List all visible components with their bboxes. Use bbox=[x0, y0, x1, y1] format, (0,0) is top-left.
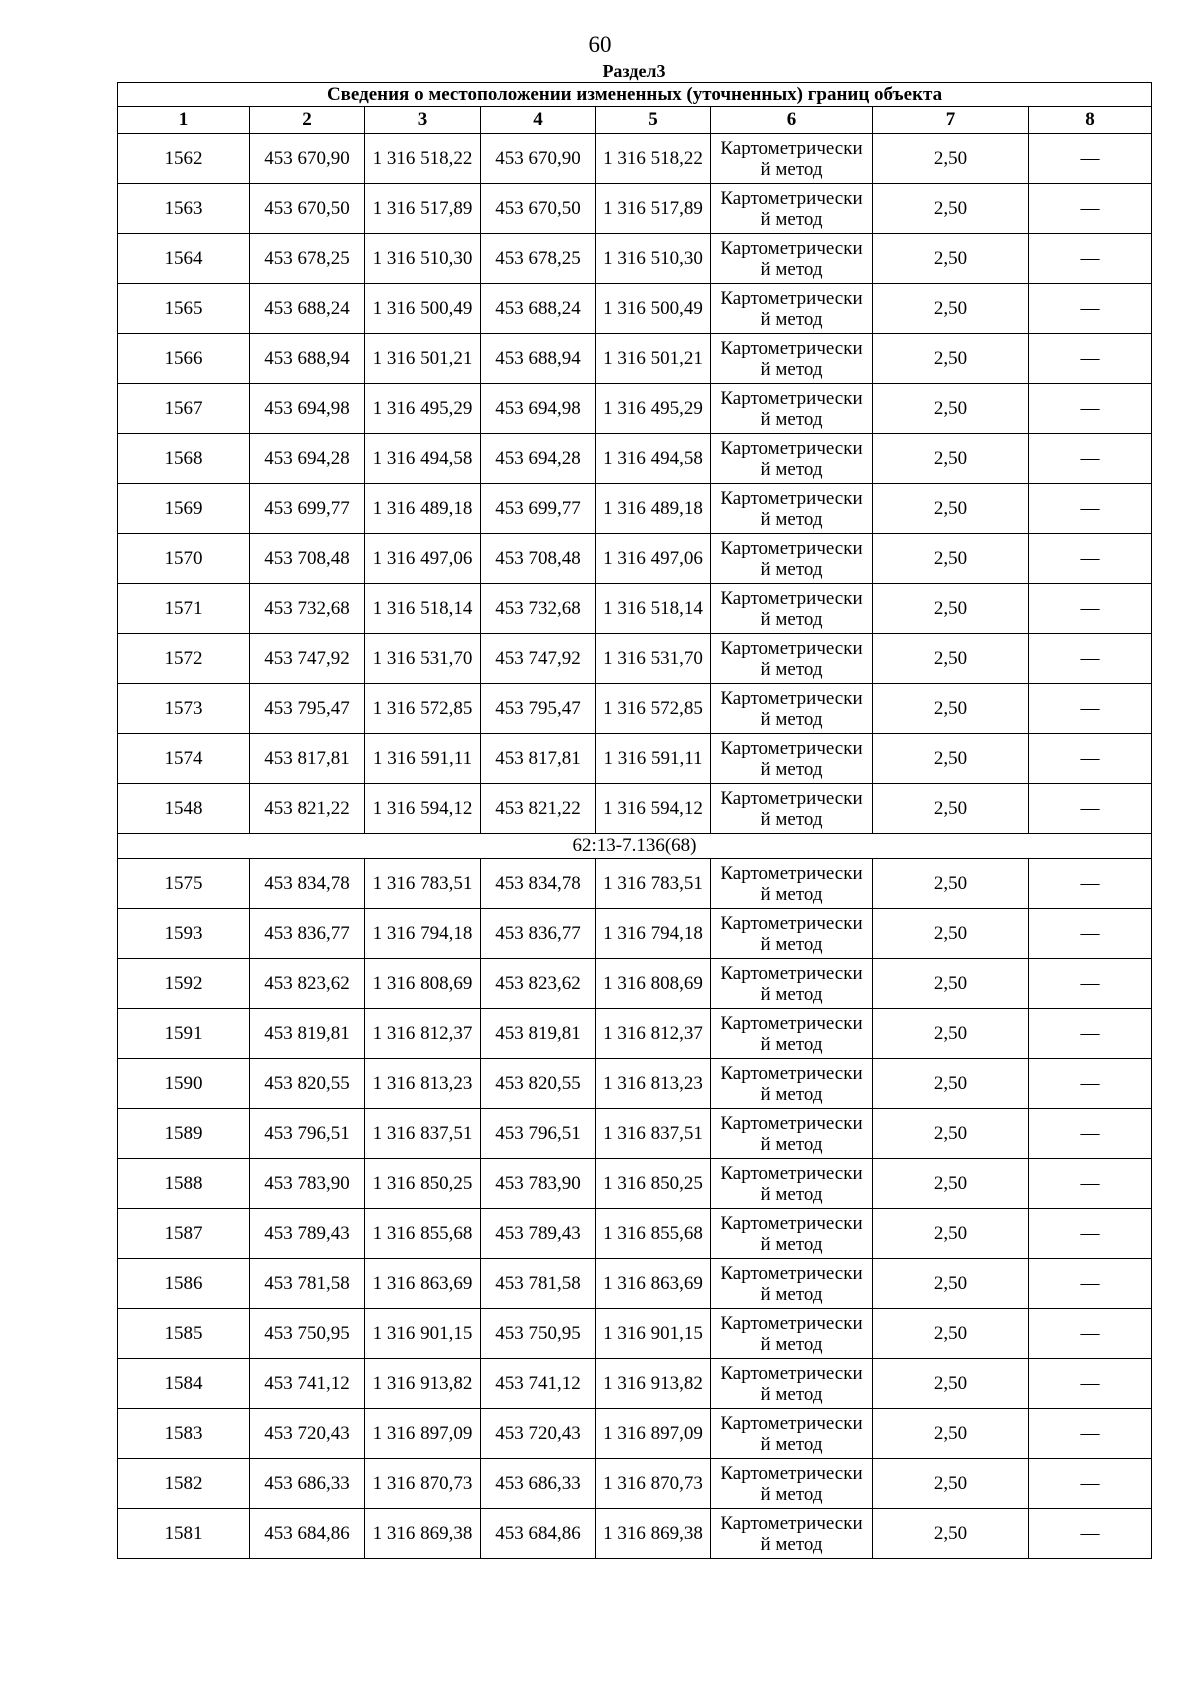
y-coordinate-cell: 1 316 863,69 bbox=[365, 1259, 481, 1309]
accuracy-cell: 2,50 bbox=[873, 184, 1029, 234]
table-row bbox=[118, 1459, 1152, 1509]
y-coordinate-cell: 1 316 794,18 bbox=[365, 909, 481, 959]
method-text: Картометрический метод bbox=[720, 487, 863, 530]
x-coordinate-new-cell: 453 684,86 bbox=[481, 1509, 596, 1559]
y-coordinate-new-cell: 1 316 808,69 bbox=[596, 959, 711, 1009]
method-text: Картометрический метод bbox=[720, 187, 863, 230]
column-8-cell: — bbox=[1029, 684, 1152, 734]
y-coordinate-new-cell: 1 316 510,30 bbox=[596, 234, 711, 284]
accuracy-cell: 2,50 bbox=[873, 1309, 1029, 1359]
y-coordinate-cell: 1 316 510,30 bbox=[365, 234, 481, 284]
table-row bbox=[118, 1209, 1152, 1259]
x-coordinate-new-cell: 453 732,68 bbox=[481, 584, 596, 634]
method-cell bbox=[711, 909, 873, 959]
column-number-2: 2 bbox=[250, 107, 365, 134]
y-coordinate-new-cell: 1 316 837,51 bbox=[596, 1109, 711, 1159]
table-title-row bbox=[118, 83, 1152, 107]
y-coordinate-new-cell: 1 316 495,29 bbox=[596, 384, 711, 434]
x-coordinate-new-cell: 453 834,78 bbox=[481, 859, 596, 909]
y-coordinate-cell: 1 316 594,12 bbox=[365, 784, 481, 834]
x-coordinate-new-cell: 453 747,92 bbox=[481, 634, 596, 684]
column-8-cell: — bbox=[1029, 334, 1152, 384]
table-row bbox=[118, 184, 1152, 234]
method-cell bbox=[711, 1359, 873, 1409]
accuracy-cell: 2,50 bbox=[873, 909, 1029, 959]
method-cell bbox=[711, 1059, 873, 1109]
x-coordinate-cell: 453 670,50 bbox=[250, 184, 365, 234]
accuracy-cell: 2,50 bbox=[873, 384, 1029, 434]
point-number-cell: 1548 bbox=[118, 784, 250, 834]
table-row bbox=[118, 1109, 1152, 1159]
x-coordinate-cell: 453 836,77 bbox=[250, 909, 365, 959]
method-cell bbox=[711, 334, 873, 384]
y-coordinate-cell: 1 316 494,58 bbox=[365, 434, 481, 484]
boundary-coordinates-table bbox=[117, 82, 1152, 1559]
y-coordinate-new-cell: 1 316 594,12 bbox=[596, 784, 711, 834]
method-text: Картометрический метод bbox=[720, 862, 863, 905]
method-text: Картометрический метод bbox=[720, 1312, 863, 1355]
y-coordinate-cell: 1 316 812,37 bbox=[365, 1009, 481, 1059]
x-coordinate-new-cell: 453 817,81 bbox=[481, 734, 596, 784]
method-cell bbox=[711, 534, 873, 584]
y-coordinate-new-cell: 1 316 855,68 bbox=[596, 1209, 711, 1259]
x-coordinate-cell: 453 820,55 bbox=[250, 1059, 365, 1109]
point-number-cell: 1569 bbox=[118, 484, 250, 534]
table-row bbox=[118, 1059, 1152, 1109]
y-coordinate-cell: 1 316 837,51 bbox=[365, 1109, 481, 1159]
table-row bbox=[118, 1309, 1152, 1359]
method-text: Картометрический метод bbox=[720, 1012, 863, 1055]
method-cell bbox=[711, 234, 873, 284]
x-coordinate-cell: 453 823,62 bbox=[250, 959, 365, 1009]
method-text: Картометрический метод bbox=[720, 1462, 863, 1505]
table-row bbox=[118, 1009, 1152, 1059]
table-row bbox=[118, 334, 1152, 384]
method-cell bbox=[711, 859, 873, 909]
column-8-cell: — bbox=[1029, 1009, 1152, 1059]
method-cell bbox=[711, 1109, 873, 1159]
x-coordinate-new-cell: 453 781,58 bbox=[481, 1259, 596, 1309]
x-coordinate-new-cell: 453 694,98 bbox=[481, 384, 596, 434]
accuracy-cell: 2,50 bbox=[873, 1509, 1029, 1559]
y-coordinate-new-cell: 1 316 869,38 bbox=[596, 1509, 711, 1559]
point-number-cell: 1588 bbox=[118, 1159, 250, 1209]
point-number-cell: 1584 bbox=[118, 1359, 250, 1409]
accuracy-cell: 2,50 bbox=[873, 284, 1029, 334]
table-row bbox=[118, 584, 1152, 634]
point-number-cell: 1586 bbox=[118, 1259, 250, 1309]
column-8-cell: — bbox=[1029, 1259, 1152, 1309]
y-coordinate-new-cell: 1 316 913,82 bbox=[596, 1359, 711, 1409]
x-coordinate-cell: 453 688,24 bbox=[250, 284, 365, 334]
point-number-cell: 1564 bbox=[118, 234, 250, 284]
method-cell bbox=[711, 134, 873, 184]
table-row bbox=[118, 134, 1152, 184]
x-coordinate-cell: 453 747,92 bbox=[250, 634, 365, 684]
accuracy-cell: 2,50 bbox=[873, 634, 1029, 684]
method-cell bbox=[711, 1509, 873, 1559]
method-cell bbox=[711, 684, 873, 734]
point-number-cell: 1581 bbox=[118, 1509, 250, 1559]
y-coordinate-new-cell: 1 316 783,51 bbox=[596, 859, 711, 909]
y-coordinate-new-cell: 1 316 489,18 bbox=[596, 484, 711, 534]
column-8-cell: — bbox=[1029, 1159, 1152, 1209]
y-coordinate-new-cell: 1 316 901,15 bbox=[596, 1309, 711, 1359]
column-8-cell: — bbox=[1029, 1209, 1152, 1259]
y-coordinate-cell: 1 316 489,18 bbox=[365, 484, 481, 534]
x-coordinate-new-cell: 453 670,50 bbox=[481, 184, 596, 234]
column-8-cell: — bbox=[1029, 1109, 1152, 1159]
method-cell bbox=[711, 284, 873, 334]
y-coordinate-new-cell: 1 316 572,85 bbox=[596, 684, 711, 734]
column-number-4: 4 bbox=[481, 107, 596, 134]
table-row bbox=[118, 734, 1152, 784]
x-coordinate-new-cell: 453 750,95 bbox=[481, 1309, 596, 1359]
column-8-cell: — bbox=[1029, 1309, 1152, 1359]
accuracy-cell: 2,50 bbox=[873, 1059, 1029, 1109]
accuracy-cell: 2,50 bbox=[873, 1109, 1029, 1159]
column-8-cell: — bbox=[1029, 1509, 1152, 1559]
table-row bbox=[118, 284, 1152, 334]
table-row bbox=[118, 684, 1152, 734]
point-number-cell: 1585 bbox=[118, 1309, 250, 1359]
column-8-cell: — bbox=[1029, 434, 1152, 484]
method-cell bbox=[711, 1209, 873, 1259]
column-8-cell: — bbox=[1029, 1359, 1152, 1409]
accuracy-cell: 2,50 bbox=[873, 534, 1029, 584]
method-cell bbox=[711, 1259, 873, 1309]
y-coordinate-new-cell: 1 316 517,89 bbox=[596, 184, 711, 234]
accuracy-cell: 2,50 bbox=[873, 334, 1029, 384]
method-cell bbox=[711, 1309, 873, 1359]
method-text: Картометрический метод bbox=[720, 637, 863, 680]
x-coordinate-cell: 453 694,28 bbox=[250, 434, 365, 484]
point-number-cell: 1590 bbox=[118, 1059, 250, 1109]
point-number-cell: 1570 bbox=[118, 534, 250, 584]
method-cell bbox=[711, 1009, 873, 1059]
column-number-7: 7 bbox=[873, 107, 1029, 134]
x-coordinate-new-cell: 453 699,77 bbox=[481, 484, 596, 534]
method-cell bbox=[711, 434, 873, 484]
table-row bbox=[118, 434, 1152, 484]
method-text: Картометрический метод bbox=[720, 237, 863, 280]
y-coordinate-cell: 1 316 808,69 bbox=[365, 959, 481, 1009]
y-coordinate-cell: 1 316 500,49 bbox=[365, 284, 481, 334]
method-text: Картометрический метод bbox=[720, 1162, 863, 1205]
parcel-group-label: 62:13-7.136(68) bbox=[118, 834, 1152, 859]
y-coordinate-new-cell: 1 316 501,21 bbox=[596, 334, 711, 384]
x-coordinate-new-cell: 453 694,28 bbox=[481, 434, 596, 484]
y-coordinate-cell: 1 316 869,38 bbox=[365, 1509, 481, 1559]
method-text: Картометрический метод bbox=[720, 1512, 863, 1555]
y-coordinate-cell: 1 316 495,29 bbox=[365, 384, 481, 434]
accuracy-cell: 2,50 bbox=[873, 1459, 1029, 1509]
x-coordinate-new-cell: 453 789,43 bbox=[481, 1209, 596, 1259]
x-coordinate-new-cell: 453 670,90 bbox=[481, 134, 596, 184]
x-coordinate-cell: 453 789,43 bbox=[250, 1209, 365, 1259]
method-cell bbox=[711, 1159, 873, 1209]
x-coordinate-cell: 453 821,22 bbox=[250, 784, 365, 834]
column-8-cell: — bbox=[1029, 284, 1152, 334]
y-coordinate-new-cell: 1 316 500,49 bbox=[596, 284, 711, 334]
table-row bbox=[118, 909, 1152, 959]
table-row bbox=[118, 959, 1152, 1009]
y-coordinate-new-cell: 1 316 863,69 bbox=[596, 1259, 711, 1309]
table-row bbox=[118, 534, 1152, 584]
method-cell bbox=[711, 959, 873, 1009]
method-text: Картометрический метод bbox=[720, 387, 863, 430]
accuracy-cell: 2,50 bbox=[873, 1359, 1029, 1409]
accuracy-cell: 2,50 bbox=[873, 959, 1029, 1009]
column-8-cell: — bbox=[1029, 1059, 1152, 1109]
method-cell bbox=[711, 784, 873, 834]
x-coordinate-cell: 453 819,81 bbox=[250, 1009, 365, 1059]
point-number-cell: 1573 bbox=[118, 684, 250, 734]
x-coordinate-new-cell: 453 688,94 bbox=[481, 334, 596, 384]
method-cell bbox=[711, 584, 873, 634]
parcel-group-row bbox=[118, 834, 1152, 859]
method-text: Картометрический метод bbox=[720, 1212, 863, 1255]
method-text: Картометрический метод bbox=[720, 287, 863, 330]
column-8-cell: — bbox=[1029, 784, 1152, 834]
point-number-cell: 1563 bbox=[118, 184, 250, 234]
y-coordinate-cell: 1 316 855,68 bbox=[365, 1209, 481, 1259]
table-row bbox=[118, 1359, 1152, 1409]
section-title: Раздел3 bbox=[602, 61, 666, 81]
x-coordinate-cell: 453 781,58 bbox=[250, 1259, 365, 1309]
column-8-cell: — bbox=[1029, 234, 1152, 284]
y-coordinate-cell: 1 316 913,82 bbox=[365, 1359, 481, 1409]
x-coordinate-new-cell: 453 708,48 bbox=[481, 534, 596, 584]
y-coordinate-cell: 1 316 501,21 bbox=[365, 334, 481, 384]
y-coordinate-cell: 1 316 518,14 bbox=[365, 584, 481, 634]
point-number-cell: 1572 bbox=[118, 634, 250, 684]
x-coordinate-new-cell: 453 686,33 bbox=[481, 1459, 596, 1509]
method-cell bbox=[711, 1459, 873, 1509]
table-row bbox=[118, 384, 1152, 434]
x-coordinate-new-cell: 453 783,90 bbox=[481, 1159, 596, 1209]
table-row bbox=[118, 859, 1152, 909]
y-coordinate-new-cell: 1 316 870,73 bbox=[596, 1459, 711, 1509]
method-text: Картометрический метод bbox=[720, 1112, 863, 1155]
point-number-cell: 1592 bbox=[118, 959, 250, 1009]
method-text: Картометрический метод bbox=[720, 1062, 863, 1105]
table-row bbox=[118, 1259, 1152, 1309]
accuracy-cell: 2,50 bbox=[873, 134, 1029, 184]
x-coordinate-cell: 453 694,98 bbox=[250, 384, 365, 434]
x-coordinate-new-cell: 453 741,12 bbox=[481, 1359, 596, 1409]
column-number-5: 5 bbox=[596, 107, 711, 134]
table-row bbox=[118, 1509, 1152, 1559]
y-coordinate-new-cell: 1 316 518,22 bbox=[596, 134, 711, 184]
x-coordinate-new-cell: 453 720,43 bbox=[481, 1409, 596, 1459]
point-number-cell: 1567 bbox=[118, 384, 250, 434]
y-coordinate-cell: 1 316 517,89 bbox=[365, 184, 481, 234]
accuracy-cell: 2,50 bbox=[873, 1409, 1029, 1459]
table-row bbox=[118, 234, 1152, 284]
x-coordinate-new-cell: 453 678,25 bbox=[481, 234, 596, 284]
table-row bbox=[118, 484, 1152, 534]
point-number-cell: 1593 bbox=[118, 909, 250, 959]
method-text: Картометрический метод bbox=[720, 437, 863, 480]
x-coordinate-cell: 453 688,94 bbox=[250, 334, 365, 384]
x-coordinate-cell: 453 817,81 bbox=[250, 734, 365, 784]
x-coordinate-cell: 453 796,51 bbox=[250, 1109, 365, 1159]
point-number-cell: 1574 bbox=[118, 734, 250, 784]
column-8-cell: — bbox=[1029, 734, 1152, 784]
column-8-cell: — bbox=[1029, 134, 1152, 184]
point-number-cell: 1565 bbox=[118, 284, 250, 334]
y-coordinate-new-cell: 1 316 518,14 bbox=[596, 584, 711, 634]
accuracy-cell: 2,50 bbox=[873, 434, 1029, 484]
x-coordinate-new-cell: 453 796,51 bbox=[481, 1109, 596, 1159]
method-text: Картометрический метод bbox=[720, 1412, 863, 1455]
x-coordinate-cell: 453 741,12 bbox=[250, 1359, 365, 1409]
x-coordinate-new-cell: 453 819,81 bbox=[481, 1009, 596, 1059]
x-coordinate-cell: 453 834,78 bbox=[250, 859, 365, 909]
y-coordinate-cell: 1 316 850,25 bbox=[365, 1159, 481, 1209]
column-number-3: 3 bbox=[365, 107, 481, 134]
method-text: Картометрический метод bbox=[720, 687, 863, 730]
y-coordinate-new-cell: 1 316 494,58 bbox=[596, 434, 711, 484]
column-8-cell: — bbox=[1029, 384, 1152, 434]
point-number-cell: 1562 bbox=[118, 134, 250, 184]
column-8-cell: — bbox=[1029, 909, 1152, 959]
column-number-row bbox=[118, 107, 1152, 134]
y-coordinate-cell: 1 316 531,70 bbox=[365, 634, 481, 684]
y-coordinate-cell: 1 316 870,73 bbox=[365, 1459, 481, 1509]
table-row bbox=[118, 784, 1152, 834]
column-number-1: 1 bbox=[118, 107, 250, 134]
y-coordinate-new-cell: 1 316 591,11 bbox=[596, 734, 711, 784]
table-row bbox=[118, 1409, 1152, 1459]
method-cell bbox=[711, 184, 873, 234]
x-coordinate-cell: 453 795,47 bbox=[250, 684, 365, 734]
column-8-cell: — bbox=[1029, 1459, 1152, 1509]
point-number-cell: 1587 bbox=[118, 1209, 250, 1259]
y-coordinate-new-cell: 1 316 531,70 bbox=[596, 634, 711, 684]
x-coordinate-cell: 453 678,25 bbox=[250, 234, 365, 284]
y-coordinate-cell: 1 316 497,06 bbox=[365, 534, 481, 584]
x-coordinate-cell: 453 699,77 bbox=[250, 484, 365, 534]
column-8-cell: — bbox=[1029, 959, 1152, 1009]
method-text: Картометрический метод bbox=[720, 1362, 863, 1405]
method-text: Картометрический метод bbox=[720, 587, 863, 630]
column-8-cell: — bbox=[1029, 534, 1152, 584]
y-coordinate-cell: 1 316 591,11 bbox=[365, 734, 481, 784]
table-row bbox=[118, 1159, 1152, 1209]
method-cell bbox=[711, 384, 873, 434]
y-coordinate-cell: 1 316 813,23 bbox=[365, 1059, 481, 1109]
accuracy-cell: 2,50 bbox=[873, 1009, 1029, 1059]
accuracy-cell: 2,50 bbox=[873, 1159, 1029, 1209]
y-coordinate-new-cell: 1 316 812,37 bbox=[596, 1009, 711, 1059]
method-text: Картометрический метод bbox=[720, 1262, 863, 1305]
column-8-cell: — bbox=[1029, 484, 1152, 534]
table-body bbox=[118, 83, 1152, 1559]
point-number-cell: 1568 bbox=[118, 434, 250, 484]
point-number-cell: 1591 bbox=[118, 1009, 250, 1059]
x-coordinate-new-cell: 453 688,24 bbox=[481, 284, 596, 334]
method-text: Картометрический метод bbox=[720, 737, 863, 780]
column-8-cell: — bbox=[1029, 859, 1152, 909]
column-8-cell: — bbox=[1029, 584, 1152, 634]
table-title: Сведения о местоположении измененных (уточненных) границ объекта bbox=[118, 83, 1152, 107]
point-number-cell: 1566 bbox=[118, 334, 250, 384]
accuracy-cell: 2,50 bbox=[873, 859, 1029, 909]
method-cell bbox=[711, 484, 873, 534]
x-coordinate-cell: 453 732,68 bbox=[250, 584, 365, 634]
x-coordinate-cell: 453 783,90 bbox=[250, 1159, 365, 1209]
method-text: Картометрический метод bbox=[720, 337, 863, 380]
x-coordinate-cell: 453 684,86 bbox=[250, 1509, 365, 1559]
accuracy-cell: 2,50 bbox=[873, 584, 1029, 634]
point-number-cell: 1582 bbox=[118, 1459, 250, 1509]
x-coordinate-new-cell: 453 795,47 bbox=[481, 684, 596, 734]
y-coordinate-new-cell: 1 316 813,23 bbox=[596, 1059, 711, 1109]
x-coordinate-cell: 453 670,90 bbox=[250, 134, 365, 184]
x-coordinate-cell: 453 708,48 bbox=[250, 534, 365, 584]
point-number-cell: 1575 bbox=[118, 859, 250, 909]
x-coordinate-new-cell: 453 836,77 bbox=[481, 909, 596, 959]
accuracy-cell: 2,50 bbox=[873, 1209, 1029, 1259]
y-coordinate-new-cell: 1 316 897,09 bbox=[596, 1409, 711, 1459]
y-coordinate-new-cell: 1 316 794,18 bbox=[596, 909, 711, 959]
table-row bbox=[118, 634, 1152, 684]
y-coordinate-cell: 1 316 572,85 bbox=[365, 684, 481, 734]
x-coordinate-new-cell: 453 823,62 bbox=[481, 959, 596, 1009]
y-coordinate-cell: 1 316 518,22 bbox=[365, 134, 481, 184]
accuracy-cell: 2,50 bbox=[873, 784, 1029, 834]
point-number-cell: 1589 bbox=[118, 1109, 250, 1159]
point-number-cell: 1583 bbox=[118, 1409, 250, 1459]
accuracy-cell: 2,50 bbox=[873, 234, 1029, 284]
y-coordinate-new-cell: 1 316 850,25 bbox=[596, 1159, 711, 1209]
x-coordinate-new-cell: 453 820,55 bbox=[481, 1059, 596, 1109]
column-8-cell: — bbox=[1029, 634, 1152, 684]
accuracy-cell: 2,50 bbox=[873, 484, 1029, 534]
point-number-cell: 1571 bbox=[118, 584, 250, 634]
x-coordinate-cell: 453 750,95 bbox=[250, 1309, 365, 1359]
x-coordinate-new-cell: 453 821,22 bbox=[481, 784, 596, 834]
method-text: Картометрический метод bbox=[720, 137, 863, 180]
column-8-cell: — bbox=[1029, 184, 1152, 234]
method-cell bbox=[711, 734, 873, 784]
page-number: 60 bbox=[588, 32, 612, 57]
accuracy-cell: 2,50 bbox=[873, 684, 1029, 734]
column-number-8: 8 bbox=[1029, 107, 1152, 134]
y-coordinate-cell: 1 316 897,09 bbox=[365, 1409, 481, 1459]
y-coordinate-cell: 1 316 783,51 bbox=[365, 859, 481, 909]
method-text: Картометрический метод bbox=[720, 537, 863, 580]
y-coordinate-new-cell: 1 316 497,06 bbox=[596, 534, 711, 584]
x-coordinate-cell: 453 720,43 bbox=[250, 1409, 365, 1459]
method-cell bbox=[711, 1409, 873, 1459]
y-coordinate-cell: 1 316 901,15 bbox=[365, 1309, 481, 1359]
method-text: Картометрический метод bbox=[720, 912, 863, 955]
x-coordinate-cell: 453 686,33 bbox=[250, 1459, 365, 1509]
accuracy-cell: 2,50 bbox=[873, 1259, 1029, 1309]
accuracy-cell: 2,50 bbox=[873, 734, 1029, 784]
method-text: Картометрический метод bbox=[720, 962, 863, 1005]
column-number-6: 6 bbox=[711, 107, 873, 134]
method-cell bbox=[711, 634, 873, 684]
column-8-cell: — bbox=[1029, 1409, 1152, 1459]
method-text: Картометрический метод bbox=[720, 787, 863, 830]
